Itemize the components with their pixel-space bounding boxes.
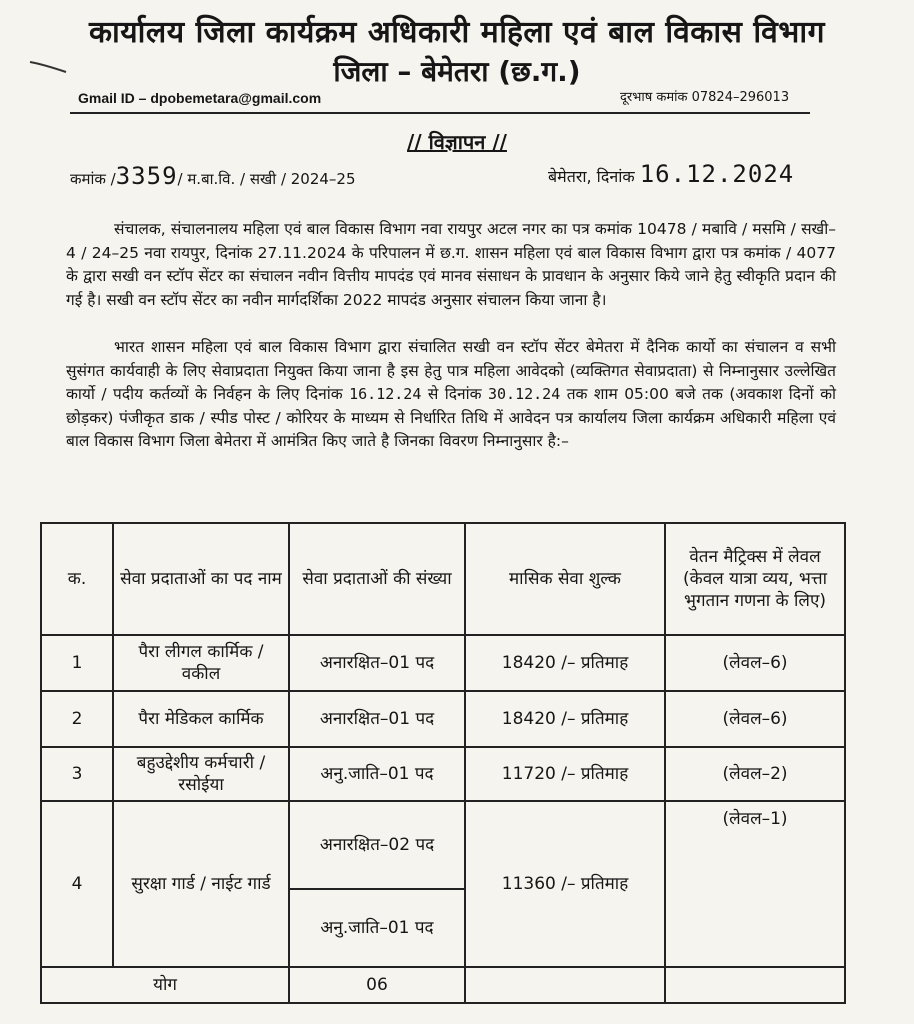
ref-number: 3359 [115, 162, 178, 190]
table-row [41, 691, 845, 747]
date-value: 16.12.2024 [639, 160, 795, 188]
header-level: वेतन मैट्रिक्स में लेवल (केवल यात्रा व्यय, भत्ता भुगतान गणना के लिए) [665, 523, 845, 635]
vacancy-table [40, 522, 846, 1004]
header-fee: मासिक सेवा शुल्क [465, 523, 665, 635]
notice-title: // विज्ञापन // [407, 130, 507, 154]
total-empty-level [665, 967, 845, 1003]
row-fee: 11360 /– प्रतिमाह [465, 801, 665, 967]
row-post: बहुउद्देशीय कर्मचारी / रसोईया [113, 747, 289, 801]
row-sno: 4 [41, 801, 113, 967]
table-row [41, 635, 845, 691]
paragraph-1: संचालक, संचालनालय महिला एवं बाल विकास विभाग नवा रायपुर अटल नगर का पत्र कमांक 10478 / मबावि / मसमि / सखी–4 / 24–25 नवा रायपुर, दिनांक 27.11.2024 के परिपालन में छ.ग. शासन महिला एवं बाल विकास विभाग द्वारा पत्र कमांक / 4077 के द्वारा सखी वन स्टॉप सेंटर का संचालन नवीन वित्तीय मापदंड एवं मानव संसाधन के प्रावधान के अनुसार किये जाने हेतु स्वीकृति प्रदान की गई है। सखी वन स्टॉप सेंटर का नवीन मार्गदर्शिका 2022 मापदंड अनुसार संचालन किया जाना है। [66, 220, 836, 309]
start-date: 16.12.24 [349, 385, 422, 403]
end-date: 30.12.24 [488, 385, 561, 403]
row-fee: 18420 /– प्रतिमाह [465, 635, 665, 691]
office-title: कार्यालय जिला कार्यक्रम अधिकारी महिला एवं बाल विकास विभाग [88, 15, 826, 50]
row-count: अनारक्षित–01 पद [289, 691, 465, 747]
table-row [41, 747, 845, 801]
row-count-unreserved: अनारक्षित–02 पद [289, 801, 465, 889]
row-level: (लेवल–6) [665, 691, 845, 747]
total-label: योग [41, 967, 289, 1003]
ref-suffix: / म.बा.वि. / सखी / 2024–25 [177, 170, 356, 188]
total-value: 06 [289, 967, 465, 1003]
header-count: सेवा प्रदाताओं की संख्या [289, 523, 465, 635]
total-empty-fee [465, 967, 665, 1003]
district-line: जिला – बेमेतरा (छ.ग.) [333, 55, 581, 88]
row-count-sc: अनु.जाति–01 पद [289, 889, 465, 967]
row-sno: 3 [41, 747, 113, 801]
paragraph-2: भारत शासन महिला एवं बाल विकास विभाग द्वारा संचालित सखी वन स्टॉप सेंटर बेमेतरा में दैनिक कार्यो का संचालन व सभी सुसंगत कार्यवाही के लिए सेवाप्रदाता नियुक्त किया जाना है इस हेतु पात्र महिला आवेदको (व्यक्तिगत सेवाप्रदाता) से निम्नानुसार उल्लेखित कार्यो / पदीय कर्तव्यों के निर्वहन के लिए दिनांक 16.12.24 से दिनांक 30.12.24 तक शाम 05:00 बजे तक (अवकाश दिनों को छोड़कर) पंजीकृत डाक / स्पीड पोस्ट / कोरियर के माध्यम से निर्धारित तिथि में आवेदन पत्र कार्यालय जिला कार्यक्रम अधिकारी महिला एवं बाल विकास विभाग जिला बेमेतरा में आमंत्रित किए जाते है जिनका विवरण निम्नानुसार है:– [66, 338, 836, 450]
row-post: सुरक्षा गार्ड / नाईट गार्ड [113, 801, 289, 967]
reference-line [70, 162, 356, 190]
row-level: (लेवल–6) [665, 635, 845, 691]
row-sno: 2 [41, 691, 113, 747]
table-row [41, 801, 845, 889]
row-fee: 11720 /– प्रतिमाह [465, 747, 665, 801]
row-level: (लेवल–1) [665, 801, 845, 967]
header-sno: क. [41, 523, 113, 635]
row-level: (लेवल–2) [665, 747, 845, 801]
header-post: सेवा प्रदाताओं का पद नाम [113, 523, 289, 635]
row-post: पैरा मेडिकल कार्मिक [113, 691, 289, 747]
table-total-row [41, 967, 845, 1003]
ref-prefix: कमांक / [70, 170, 116, 188]
phone-number: दूरभाष कमांक 07824–296013 [620, 90, 790, 105]
row-count: अनारक्षित–01 पद [289, 635, 465, 691]
issue-date [548, 160, 794, 188]
row-sno: 1 [41, 635, 113, 691]
row-post: पैरा लीगल कार्मिक / वकील [113, 635, 289, 691]
table-header-row [41, 523, 845, 635]
header-divider [70, 112, 810, 114]
row-count: अनु.जाति–01 पद [289, 747, 465, 801]
date-label: बेमेतरा, दिनांक [548, 167, 635, 186]
gmail-id: Gmail ID – dpobemetara@gmail.com [78, 90, 322, 106]
row-fee: 18420 /– प्रतिमाह [465, 691, 665, 747]
